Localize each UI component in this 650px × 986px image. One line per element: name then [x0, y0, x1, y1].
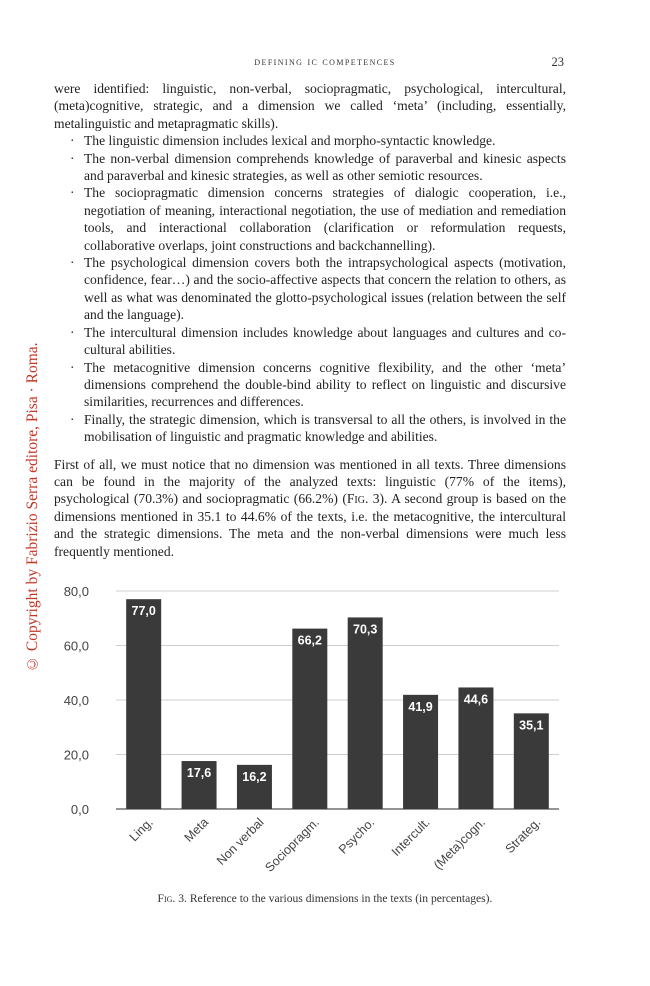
running-title: defining ic competences	[254, 56, 396, 68]
intro-paragraph: were identified: linguistic, non-verbal, sociopragmatic, psychological, intercultural, (meta)cognitive, strategic, and a dimension we called ‘meta’ (including, essentially, metalinguistic and metapragmatic skills).	[54, 81, 566, 131]
list-item: · The linguistic dimension includes lexical and morpho-syntactic knowledge.	[70, 132, 566, 149]
page-header	[0, 56, 650, 72]
caption-text: Reference to the various dimensions in the texts (in percentages).	[186, 892, 493, 905]
x-tick-label: Non verbal	[213, 815, 267, 868]
list-item: · The intercultural dimension includes knowledge about languages and cultures and co-cultural abilities.	[70, 324, 566, 359]
list-item: · The metacognitive dimension concerns cognitive flexibility, and the other ‘meta’ dimensions comprehend the double-bind ability to reflect on linguistic and discursive similarities, recurrences and differences.	[70, 359, 566, 411]
bar	[126, 599, 161, 809]
figure-3	[54, 576, 574, 886]
list-item: · The sociopragmatic dimension concerns strategies of dialogic cooperation, i.e., negotiation of meaning, interactional negotiation, the use of mediation and remediation tools, and interactional collaboration (clarification or reformulation requests, collaborative overlaps, joint constructions and backchannelling).	[70, 184, 566, 254]
x-tick-label: Ling.	[126, 815, 156, 845]
list-item: · The psychological dimension covers both the intrapsychological aspects (motivation, confidence, fear…) and the socio-affective aspects that concern the relation to others, as well as what was denominated the glotto-psychological issues (relation between the self and the language).	[70, 254, 566, 324]
bar-value-label: 66,2	[297, 633, 322, 648]
bar	[348, 617, 383, 809]
analysis-text-a: First of all, we must notice that no dimension was mentioned in all texts. Three dimensions can be found in the majority of the analyzed texts: linguistic (77% of the items), psychological (70.3%) and sociopragmatic (66.2%) (	[54, 456, 566, 507]
caption-label: Fig. 3.	[157, 892, 187, 905]
list-item: · Finally, the strategic dimension, which is transversal to all the others, is involved in the mobilisation of linguistic and pragmatic knowledge and abilities.	[70, 411, 566, 446]
copyright-side-note: © Copyright by Fabrizio Serra editore, Pisa · Roma.	[24, 342, 41, 672]
bar-value-label: 17,6	[186, 766, 212, 781]
x-tick-label: Sociopragm.	[262, 815, 322, 875]
bar-chart	[54, 576, 574, 886]
x-tick-label: Psycho.	[335, 815, 378, 857]
figure-reference: Fig. 3	[346, 491, 380, 507]
x-tick-label: Intercult.	[388, 815, 433, 860]
bar-value-label: 70,3	[353, 622, 378, 637]
analysis-paragraph	[54, 456, 566, 560]
y-tick-label: 20,0	[63, 747, 89, 763]
y-tick-label: 40,0	[63, 693, 89, 708]
x-tick-label: Meta	[181, 815, 212, 845]
bar-value-label: 35,1	[519, 718, 544, 733]
bar-value-label: 41,9	[408, 699, 433, 714]
list-item: · The non-verbal dimension comprehends knowledge of paraverbal and kinesic aspects and paraverbal and kinesic strategies, as well as other semiotic resources.	[70, 150, 566, 185]
figure-caption	[0, 892, 650, 905]
bar-value-label: 16,2	[242, 769, 267, 784]
bar	[292, 629, 327, 809]
page-number: 23	[551, 55, 564, 69]
dimension-list	[54, 132, 566, 445]
bar-value-label: 44,6	[463, 692, 489, 707]
y-tick-label: 60,0	[63, 638, 89, 654]
y-tick-label: 80,0	[63, 584, 89, 599]
body-text	[54, 80, 566, 560]
x-tick-label: (Meta)cogn.	[430, 815, 489, 873]
bar-value-label: 77,0	[131, 604, 156, 619]
analysis-text-b: ). A second group is based on the dimensions mentioned in 35.1 to 44.6% of the texts, i.e. the metacognitive, the intercultural and the strategic dimensions. The meta and the non-verbal dimensions were much less frequently mentioned.	[54, 491, 566, 559]
x-tick-label: Strateg.	[502, 815, 544, 857]
y-tick-label: 0,0	[70, 802, 89, 817]
